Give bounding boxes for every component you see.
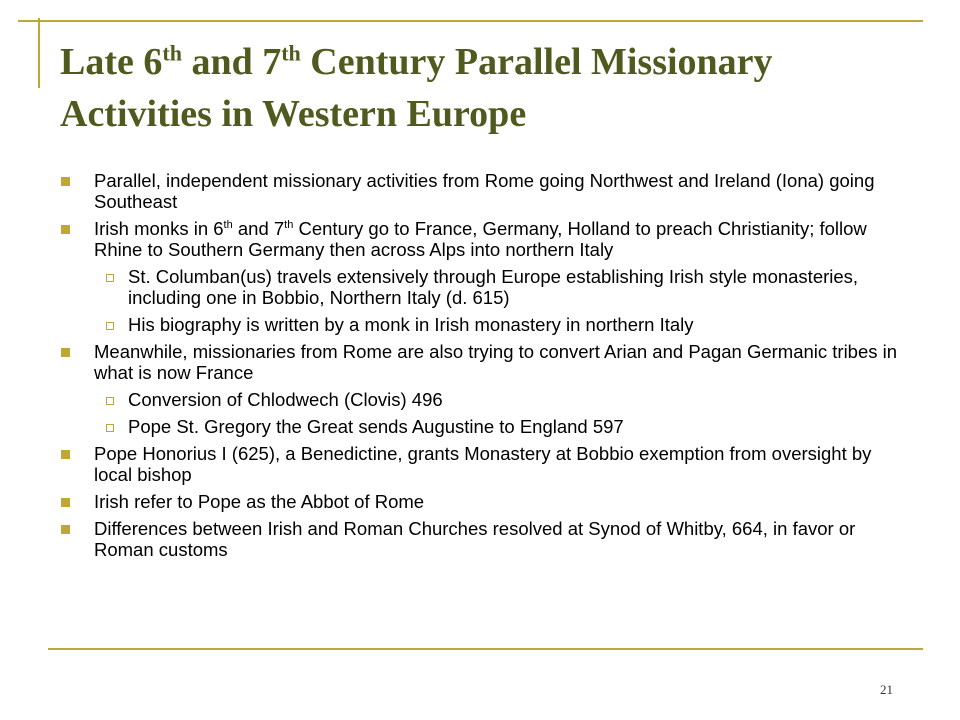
accent-bottom-rule: [48, 648, 923, 650]
bullet-item-meanwhile: Meanwhile, missionaries from Rome are also trying to convert Arian and Pagan Germanic tribes in what is now France Conversion of Chlodwech (Clovis) 496 Pope St. Gregory the Great sends Augustine to England 597: [58, 341, 908, 437]
sub-bullet-item: Pope St. Gregory the Great sends Augustine to England 597: [94, 416, 908, 437]
sub-bullet-list: [94, 389, 908, 437]
bullet-item-abbot: Irish refer to Pope as the Abbot of Rome: [58, 491, 908, 512]
sub-bullet-list: [94, 266, 908, 335]
bullet-item-parallel: Parallel, independent missionary activities from Rome going Northwest and Ireland (Iona) going Southeast: [58, 170, 908, 212]
slide-title: Late 6th and 7th Century Parallel Missionary Activities in Western Europe: [60, 40, 773, 135]
accent-vertical-rule: [38, 18, 40, 88]
sub-bullet-item: St. Columban(us) travels extensively through Europe establishing Irish style monasteries, including one in Bobbio, Northern Italy (d. 615): [94, 266, 908, 308]
page-number: 21: [880, 682, 893, 697]
sub-bullet-item: Conversion of Chlodwech (Clovis) 496: [94, 389, 908, 410]
square-bullet-icon: [61, 450, 70, 459]
square-bullet-icon: [61, 525, 70, 534]
hollow-square-bullet-icon: [106, 322, 114, 330]
square-bullet-icon: [61, 177, 70, 186]
bullet-item-whitby: Differences between Irish and Roman Churches resolved at Synod of Whitby, 664, in favor or Roman customs: [58, 518, 908, 560]
bullet-list: [58, 170, 908, 560]
bullet-item-honorius: Pope Honorius I (625), a Benedictine, grants Monastery at Bobbio exemption from oversight by local bishop: [58, 443, 908, 485]
hollow-square-bullet-icon: [106, 274, 114, 282]
slide-body: [58, 170, 908, 566]
hollow-square-bullet-icon: [106, 424, 114, 432]
sub-bullet-item: His biography is written by a monk in Irish monastery in northern Italy: [94, 314, 908, 335]
square-bullet-icon: [61, 225, 70, 234]
square-bullet-icon: [61, 498, 70, 507]
bullet-item-irish-monks: Irish monks in 6th and 7th Century go to France, Germany, Holland to preach Christianity; follow Rhine to Southern Germany then across Alps into northern Italy St. Columban(us) travels extensively through Europe establishing Irish style monasteries, including one in Bobbio, Northern Italy (d. 615) His biography is written by a monk in Irish monastery in northern Italy: [58, 218, 908, 335]
accent-top-rule: [18, 20, 923, 22]
square-bullet-icon: [61, 348, 70, 357]
hollow-square-bullet-icon: [106, 397, 114, 405]
